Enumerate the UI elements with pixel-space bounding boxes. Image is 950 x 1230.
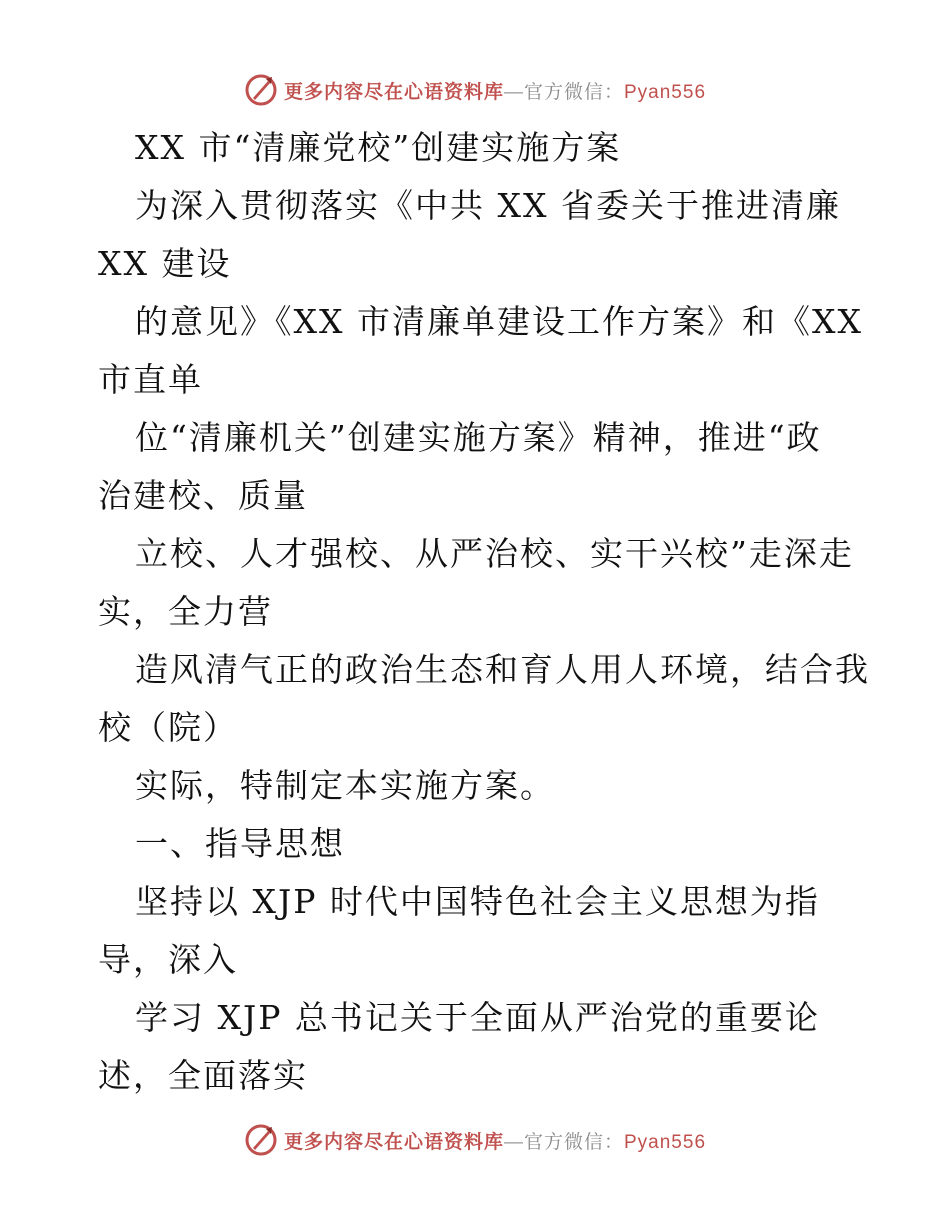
document-title: XX 市“清廉党校”创建实施方案 bbox=[135, 128, 622, 167]
watermark-main-text: 更多内容尽在心语资料库 bbox=[283, 1130, 504, 1153]
watermark-separator: — bbox=[503, 81, 524, 103]
quill-logo-icon bbox=[244, 1123, 278, 1157]
paragraph-line: 市直单 bbox=[98, 360, 203, 399]
watermark-banner-bottom bbox=[0, 1120, 950, 1160]
watermark-main-text: 更多内容尽在心语资料库 bbox=[283, 80, 504, 103]
watermark-label: 官方微信： bbox=[523, 1130, 624, 1153]
paragraph-line: 治建校、质量 bbox=[98, 476, 308, 515]
paragraph-line: 述，全面落实 bbox=[98, 1056, 308, 1095]
paragraph-line: 学习 XJP 总书记关于全面从严治党的重要论 bbox=[135, 998, 820, 1037]
paragraph-line: 的意见》《XX 市清廉单建设工作方案》和《XX bbox=[135, 302, 863, 341]
watermark-wechat-id: Pyan556 bbox=[624, 81, 707, 103]
paragraph-line: 实际，特制定本实施方案。 bbox=[135, 766, 555, 805]
paragraph-line: XX 建设 bbox=[98, 244, 232, 283]
paragraph-line: 导，深入 bbox=[98, 940, 238, 979]
paragraph-line: 校（院） bbox=[98, 708, 238, 747]
watermark-banner-top bbox=[0, 70, 950, 110]
quill-logo-icon bbox=[244, 73, 278, 107]
watermark-wechat-id: Pyan556 bbox=[624, 1131, 707, 1153]
paragraph-line: 造风清气正的政治生态和育人用人环境，结合我 bbox=[135, 650, 870, 689]
paragraph-line: 位“清廉机关”创建实施方案》精神，推进“政 bbox=[135, 418, 822, 457]
paragraph-line: 立校、人才强校、从严治校、实干兴校”走深走 bbox=[135, 534, 854, 573]
paragraph-line: 实，全力营 bbox=[98, 592, 273, 631]
section-heading: 一、指导思想 bbox=[135, 824, 345, 863]
paragraph-line: 为深入贯彻落实《中共 XX 省委关于推进清廉 bbox=[135, 186, 841, 225]
watermark-separator: — bbox=[503, 1131, 524, 1153]
paragraph-line: 坚持以 XJP 时代中国特色社会主义思想为指 bbox=[135, 882, 820, 921]
watermark-label: 官方微信： bbox=[523, 80, 624, 103]
